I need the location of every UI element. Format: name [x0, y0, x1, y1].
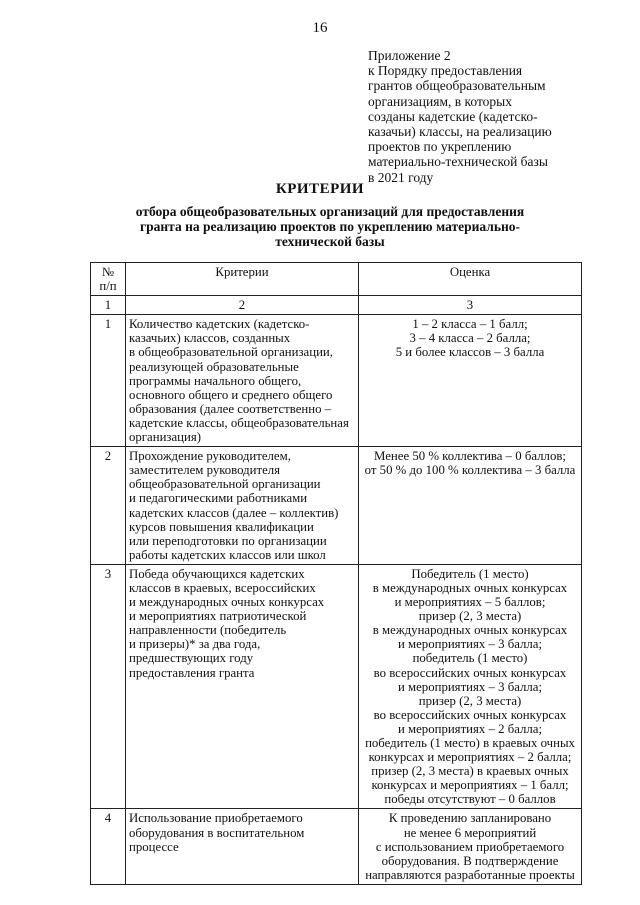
text-line: гранта на реализацию проектов по укреплению материально- — [139, 219, 521, 234]
score-cell — [359, 447, 582, 565]
text-line: с использованием приобретаемого — [375, 839, 565, 854]
text-line: победы отсутствуют – 0 баллов — [384, 792, 556, 807]
row-number: 2 — [91, 447, 126, 565]
header-score: Оценка — [359, 263, 582, 296]
text-line: призер (2, 3 места) — [418, 609, 522, 624]
text-line: Менее 50 % коллектива – 0 баллов; — [374, 449, 566, 464]
text-line: 1 – 2 класса – 1 балл; — [412, 317, 528, 332]
criteria-table — [90, 262, 582, 885]
text-line: и мероприятиях патриотической — [129, 609, 307, 624]
text-line: или переподготовки по организации — [129, 533, 327, 548]
appendix-line: организациям, в которых — [368, 93, 512, 109]
text-line: направляются разработанные проекты — [365, 867, 575, 882]
text-line: Количество кадетских (кадетско- — [129, 317, 310, 332]
text-line: Прохождение руководителем, — [129, 449, 291, 464]
text-line: предшествующих году — [129, 651, 254, 666]
text-line: оборудования. В подтверждение — [381, 853, 559, 868]
score-cell — [359, 315, 582, 447]
text-line: Использование приобретаемого — [129, 811, 303, 826]
text-line: в международных очных конкурсах — [372, 623, 568, 638]
table-row — [91, 447, 582, 565]
text-line: технической базы — [275, 234, 385, 249]
row-number: 3 — [91, 564, 126, 809]
text-line: конкурсах и мероприятиях – 2 балла; — [368, 750, 572, 765]
text-line: классов в краевых, всероссийских — [129, 580, 316, 595]
appendix-note — [368, 48, 603, 185]
score-cell — [359, 809, 582, 884]
text-line: победитель (1 место) — [412, 651, 528, 666]
text-line: во всероссийских очных конкурсах — [373, 665, 567, 680]
text-line: и мероприятиях – 3 балла; — [397, 679, 543, 694]
index-cell: 3 — [359, 296, 582, 315]
table-index-row — [91, 296, 582, 315]
text-line: основного общего и среднего общего — [129, 387, 333, 402]
text-line: призер (2, 3 места) в краевых очных — [371, 764, 569, 779]
text-line: Победитель (1 место) — [411, 566, 529, 581]
document-subtitle — [90, 204, 570, 249]
text-line: кадетских классов (далее – коллектив) — [129, 505, 339, 520]
text-line: и международных очных конкурсах — [129, 595, 325, 610]
text-line: победитель (1 место) в краевых очных — [365, 736, 575, 750]
criteria-cell — [126, 315, 359, 447]
appendix-line: казачьи) классы, на реализацию — [368, 124, 552, 140]
text-line: образования (далее соответственно – — [129, 401, 332, 416]
index-cell: 2 — [126, 296, 359, 315]
row-number: 4 — [91, 809, 126, 884]
appendix-line: материально-технической базы — [368, 154, 548, 170]
text-line: оборудования в воспитательном — [129, 825, 305, 840]
criteria-cell — [126, 447, 359, 565]
text-line: курсов повышения квалификации — [129, 519, 314, 534]
appendix-line: созданы кадетские (кадетско- — [368, 108, 538, 124]
criteria-cell — [126, 564, 359, 809]
text-line: предоставления гранта — [129, 665, 255, 680]
appendix-line: в 2021 году — [368, 169, 434, 185]
criteria-cell — [126, 809, 359, 884]
document-title: КРИТЕРИИ — [275, 181, 365, 197]
text-line: направленности (победитель — [129, 623, 287, 638]
table-row — [91, 564, 582, 809]
row-number: 1 — [91, 315, 126, 447]
table-row — [91, 315, 582, 447]
text-line: призер (2, 3 места) — [418, 693, 522, 708]
text-line: К проведению запланировано — [388, 811, 552, 826]
text-line: и призеры)* за два года, — [129, 637, 261, 652]
text-line: во всероссийских очных конкурсах — [373, 707, 567, 722]
text-line: конкурсах и мероприятиях – 1 балл; — [371, 778, 569, 793]
appendix-line: Приложение 2 — [368, 48, 451, 63]
text-line: процессе — [129, 839, 179, 854]
text-line: работы кадетских классов или школ — [129, 547, 326, 562]
text-line: в общеобразовательной организации, — [129, 345, 333, 360]
text-line: заместителем руководителя — [129, 463, 281, 478]
text-line: и мероприятиях – 5 баллов; — [394, 595, 546, 610]
text-line: кадетские классы, общеобразовательная — [129, 415, 349, 430]
text-line: реализующей образовательные — [129, 359, 299, 374]
appendix-line: к Порядку предоставления — [368, 63, 523, 79]
text-line: от 50 % до 100 % коллектива – 3 балла — [364, 463, 576, 478]
text-line: казачьих) классов, созданных — [129, 331, 291, 346]
text-line: и педагогическими работниками — [129, 491, 308, 506]
text-line: программы начального общего, — [129, 373, 302, 388]
text-line: организация) — [129, 430, 202, 445]
page-number: 16 — [312, 20, 328, 36]
text-line: и мероприятиях – 2 балла; — [397, 721, 543, 736]
table-row — [91, 809, 582, 884]
score-cell — [359, 564, 582, 809]
header-num: № п/п — [91, 263, 126, 296]
text-line: Победа обучающихся кадетских — [129, 566, 305, 581]
header-criteria: Критерии — [126, 263, 359, 296]
text-line: не менее 6 мероприятий — [403, 825, 537, 840]
appendix-line: грантов общеобразовательным — [368, 78, 546, 94]
table-header-row — [91, 263, 582, 296]
text-line: и мероприятиях – 3 балла; — [397, 637, 543, 652]
index-cell: 1 — [91, 296, 126, 315]
text-line: 3 – 4 класса – 2 балла; — [409, 331, 531, 346]
text-line: общеобразовательной организации — [129, 477, 321, 492]
text-line: 5 и более классов – 3 балла — [395, 345, 545, 360]
text-line: отбора общеобразовательных организаций для предоставления — [135, 204, 525, 219]
appendix-line: проектов по укреплению — [368, 139, 512, 155]
text-line: в международных очных конкурсах — [372, 580, 568, 595]
